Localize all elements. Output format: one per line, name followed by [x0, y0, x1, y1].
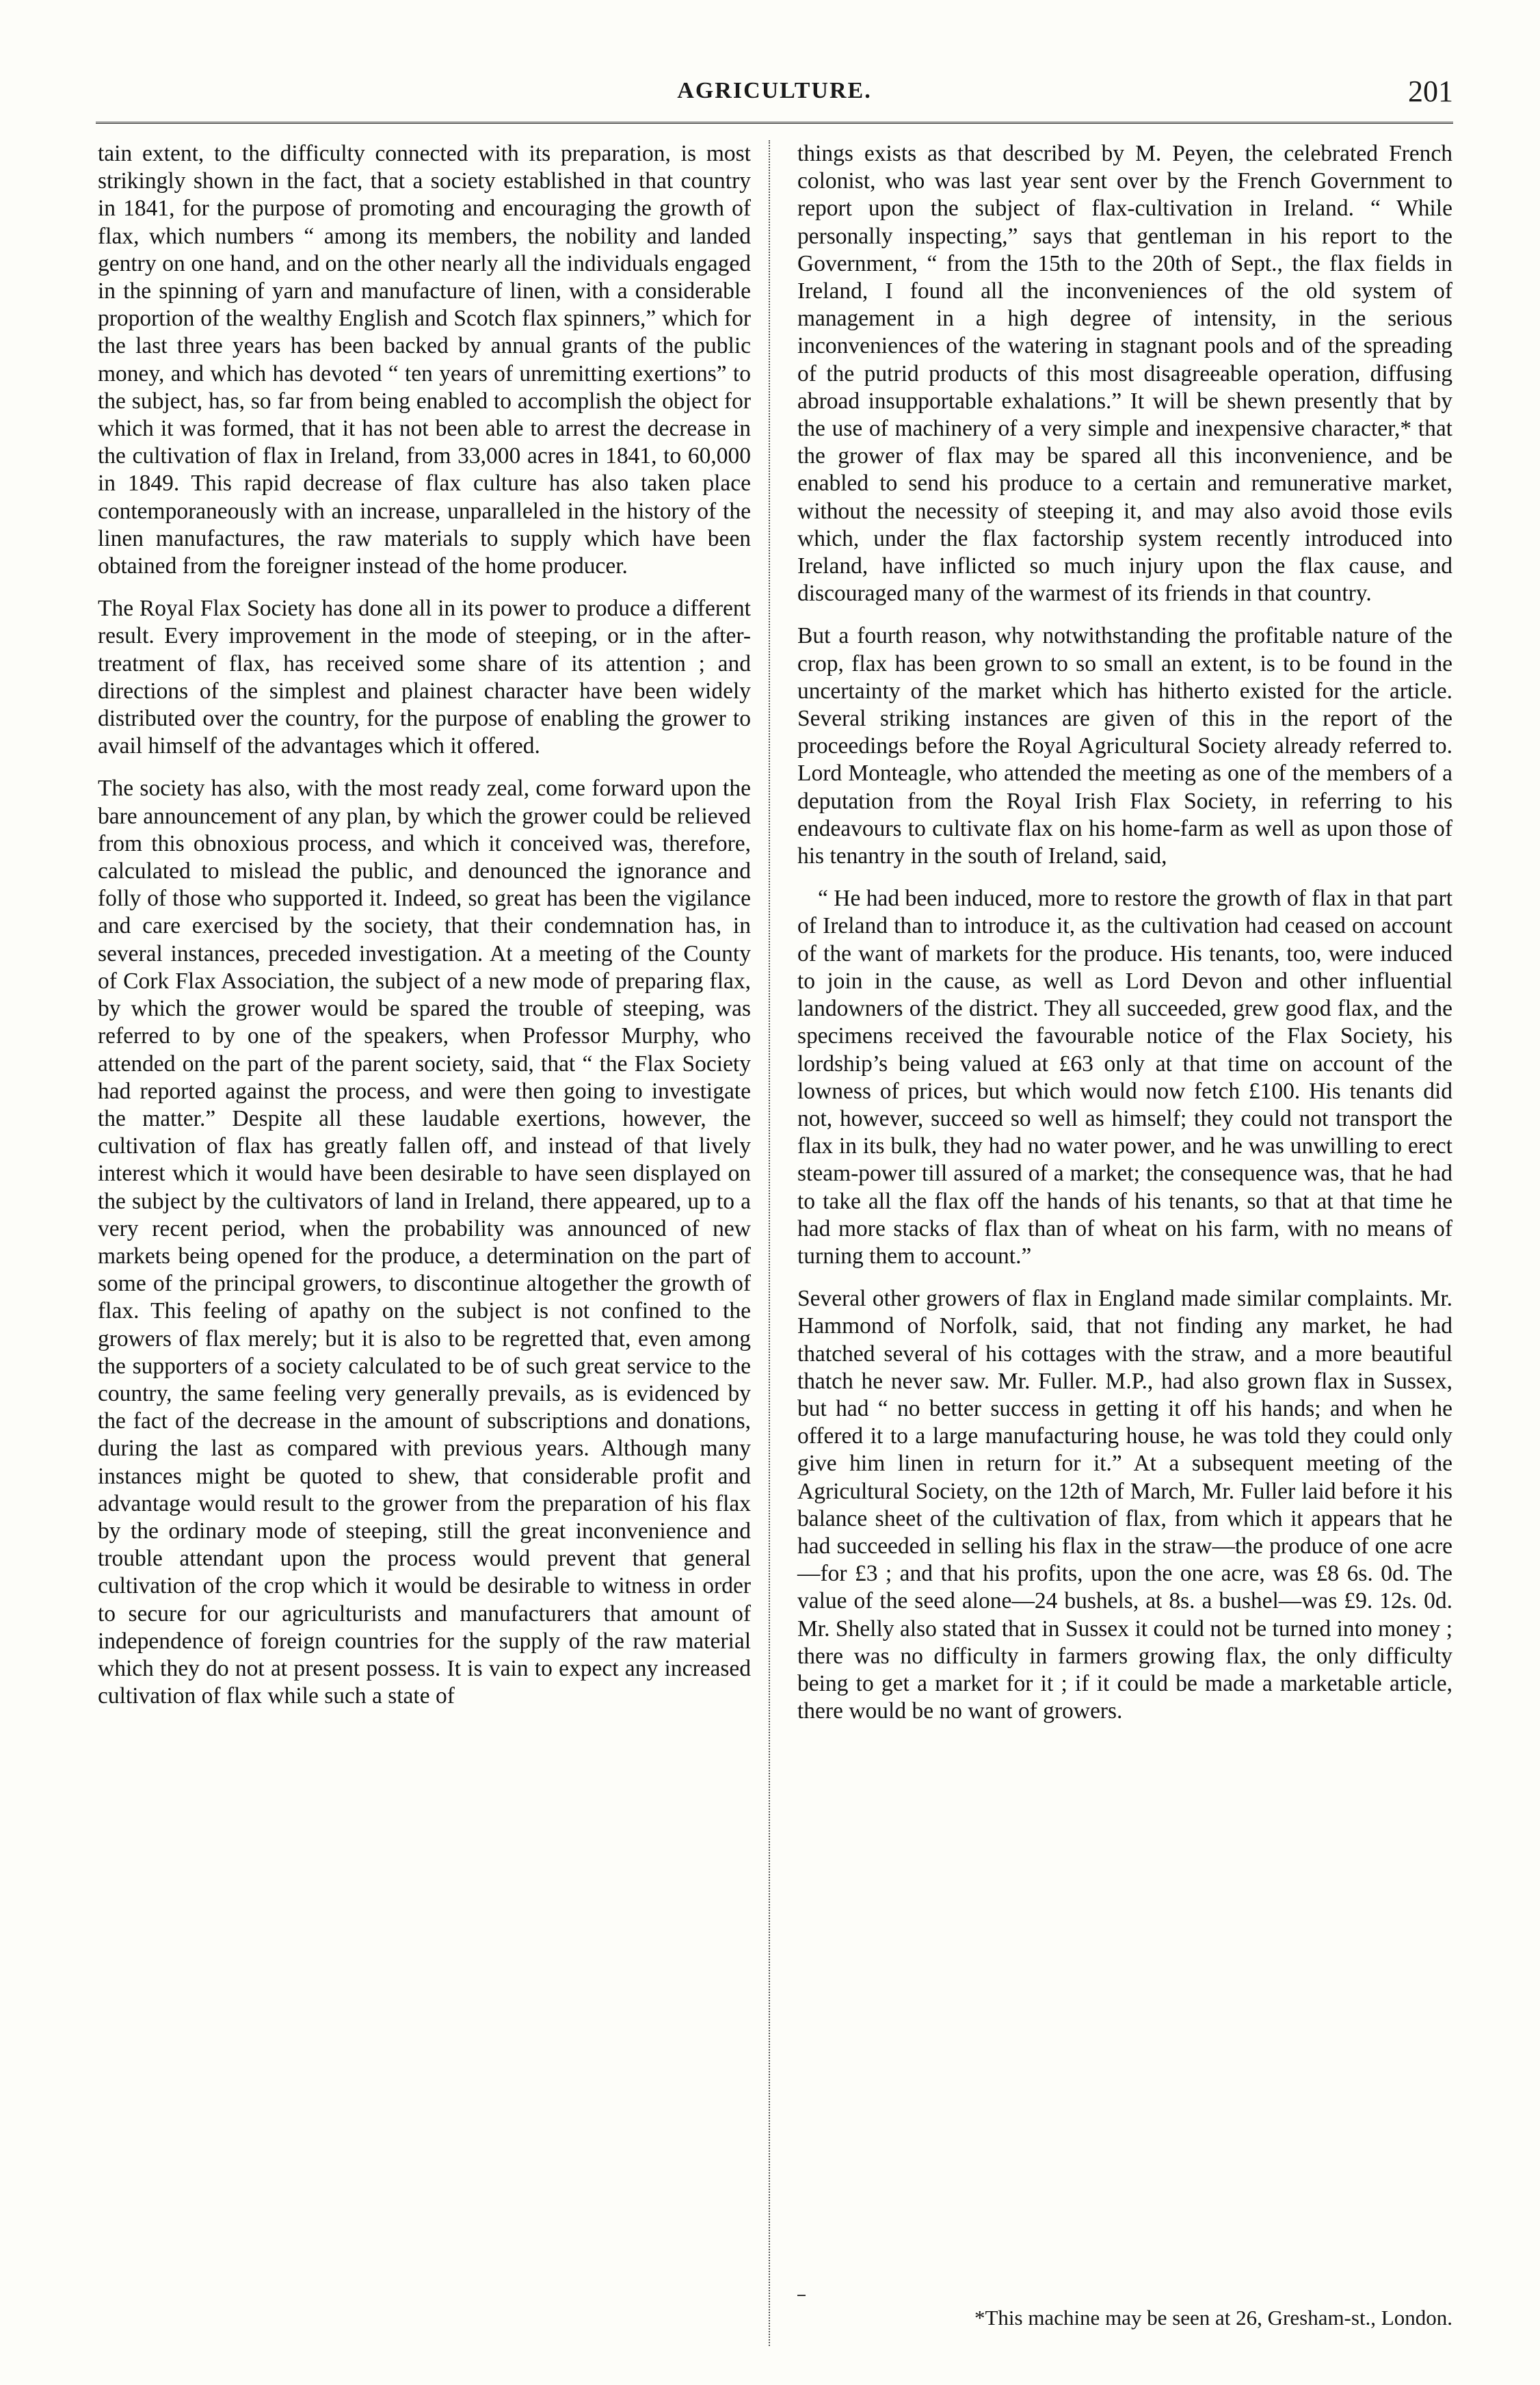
footnote-rule [797, 2295, 806, 2296]
paragraph: But a fourth reason, why notwithstanding the profitable nature of the crop, flax has been grown to so small an extent, is to be found in the uncertainty of the market which has hitherto existed for the article. Several striking instances are given of this in the report of the proceedings before the Royal Agricultural Society already referred to. Lord Monteagle, who attended the meeting as one of the members of a deputation from the Royal Irish Flax Society, in referring to his endeavours to cultivate flax on his home-farm as well as upon those of his tenantry in the south of Ireland, said, [797, 623, 1452, 869]
column-divider [769, 140, 770, 2346]
header-rule [96, 122, 1453, 124]
right-column [797, 140, 1452, 1725]
paragraph: things exists as that described by M. Peyen, the celebrated French colonist, who was last year sent over by the French Government to report upon the subject of flax-cultivation in Ireland. “ While personally inspecting,” says that gentleman in his report to the Government, “ from the 15th to the 20th of Sept., the flax fields in Ireland, I found all the inconveniences of the old system of management in a high degree of intensity, in the serious inconveniences of the watering in stagnant pools and of the spreading of the putrid products of this most disagreeable operation, diffusing abroad insupportable exhalations.” It will be shewn presently that by the use of machinery of a very simple and inexpensive character,* that the grower of flax may be spared all this inconvenience, and be enabled to send his produce to a certain and remunerative market, without the necessity of steeping it, and may also avoid those evils which, under the flax factorship system recently introduced into Ireland, have inflicted so much injury upon the flax cause, and discouraged many of the warmest of its friends in that country. [797, 141, 1452, 607]
quoted-paragraph: “ He had been induced, more to restore the growth of flax in that part of Ireland than to introduce it, as the cultivation had ceased on account of the want of markets for the produce. His tenants, too, were induced to join in the cause, as well as Lord Devon and other influential landowners of the district. They all succeeded, grew good flax, and the specimens received the favourable notice of the Flax Society, his lordship’s being valued at £63 only at that time on account of the lowness of prices, but which would now fetch £100. His tenants did not, however, succeed so well as himself; they could not transport the flax in its bulk, they had no water power, and he was unwilling to erect steam-power till assured of a market; the consequence was, that he had to take all the flax off the hands of his tenants, so that at that time he had more stacks of flax than of wheat on his farm, with no means of turning them to account.” [797, 886, 1452, 1269]
running-title: AGRICULTURE. [677, 78, 872, 103]
left-column [98, 140, 751, 1710]
paragraph: Several other growers of flax in England made similar complaints. Mr. Hammond of Norfolk, said, that not finding any market, he had thatched several of his cottages with the straw, and a more beautiful thatch he never saw. Mr. Fuller. M.P., had also grown flax in Sussex, but had “ no better success in getting it off his hands; and when he offered it to a large manufacturing house, he was told they could only give him linen in return for it.” At a subsequent meeting of the Agricultural Society, on the 12th of March, Mr. Fuller laid before it his balance sheet of the cultivation of flax, from which it appears that he had succeeded in selling his flax in the straw—the produce of one acre—for £3 ; and that his profits, upon the one acre, was £8 6s. 0d. The value of the seed alone—24 bushels, at 8s. a bushel—was £9. 12s. 0d. Mr. Shelly also stated that in Sussex it could not be turned into money ; there was no difficulty in farmers growing flax, the only difficulty being to get a market for it ; if it could be made a marketable article, there would be no want of growers. [797, 1286, 1452, 1724]
running-head [96, 68, 1453, 109]
paragraph: The society has also, with the most ready zeal, come forward upon the bare announcement of any plan, by which the grower could be relieved from this obnoxious process, and which it conceived was, therefore, calculated to mislead the public, and denounced the ignorance and folly of those who supported it. Indeed, so great has been the vigilance and care exercised by the society, that their condemnation has, in several instances, preceded investigation. At a meeting of the County of Cork Flax Association, the subject of a new mode of preparing flax, by which the grower would be spared the trouble of steeping, was referred to by one of the speakers, when Professor Murphy, who attended on the part of the parent society, said, that “ the Flax Society had reported against the process, and were then going to investigate the matter.” Despite all these laudable exertions, however, the cultivation of flax has greatly fallen off, and instead of that lively interest which it would have been desirable to have seen displayed on the subject by the cultivators of land in Ireland, there appeared, up to a very recent period, when the probability was announced of new markets being opened for the produce, a determination on the part of some of the principal growers, to discontinue altogether the growth of flax. This feeling of apathy on the subject is not confined to the growers of flax merely; but it is also to be regretted that, even among the supporters of a society calculated to be of such great service to the country, the same feeling very generally prevails, as is evidenced by the fact of the decrease in the amount of subscriptions and donations, during the last as compared with previous years. Although many instances might be quoted to shew, that considerable profit and advantage would result to the grower from the preparation of his flax by the ordinary mode of steeping, still the great inconvenience and trouble attendant upon the process would prevent that general cultivation of the crop which it would be desirable to witness in order to secure for our agriculturists and manufacturers that amount of independence of foreign countries for the supply of the raw material which they do not at present possess. It is vain to expect any increased cultivation of flax while such a state of [98, 776, 751, 1709]
paragraph: The Royal Flax Society has done all in its power to produce a different result. Every improvement in the mode of steeping, or in the after-treatment of flax, has received some share of its attention ; and directions of the simplest and plainest character have been widely distributed over the country, for the purpose of enabling the grower to avail himself of the advantages which it offered. [98, 596, 751, 759]
paragraph: tain extent, to the difficulty connected with its preparation, is most strikingly shown in the fact, that a society established in that country in 1841, for the purpose of promoting and encouraging the growth of flax, which numbers “ among its members, the nobility and landed gentry on one hand, and on the other nearly all the individuals engaged in the spinning of yarn and manufacture of linen, with a considerable proportion of the wealthy English and Scotch flax spinners,” which for the last three years has been backed by annual grants of the public money, and which has devoted “ ten years of unremitting exertions” to the subject, has, so far from being enabled to accomplish the object for which it was formed, that it has not been able to arrest the decrease in the cultivation of flax in Ireland, from 33,000 acres in 1841, to 60,000 in 1849. This rapid decrease of flax culture has also taken place contemporaneously with an increase, unparalleled in the history of the linen manufactures, the raw materials to supply which have been obtained from the foreigner instead of the home producer. [98, 141, 751, 579]
page-number: 201 [1408, 75, 1453, 108]
footnote: *This machine may be seen at 26, Gresham-st., London. [974, 2306, 1452, 2330]
